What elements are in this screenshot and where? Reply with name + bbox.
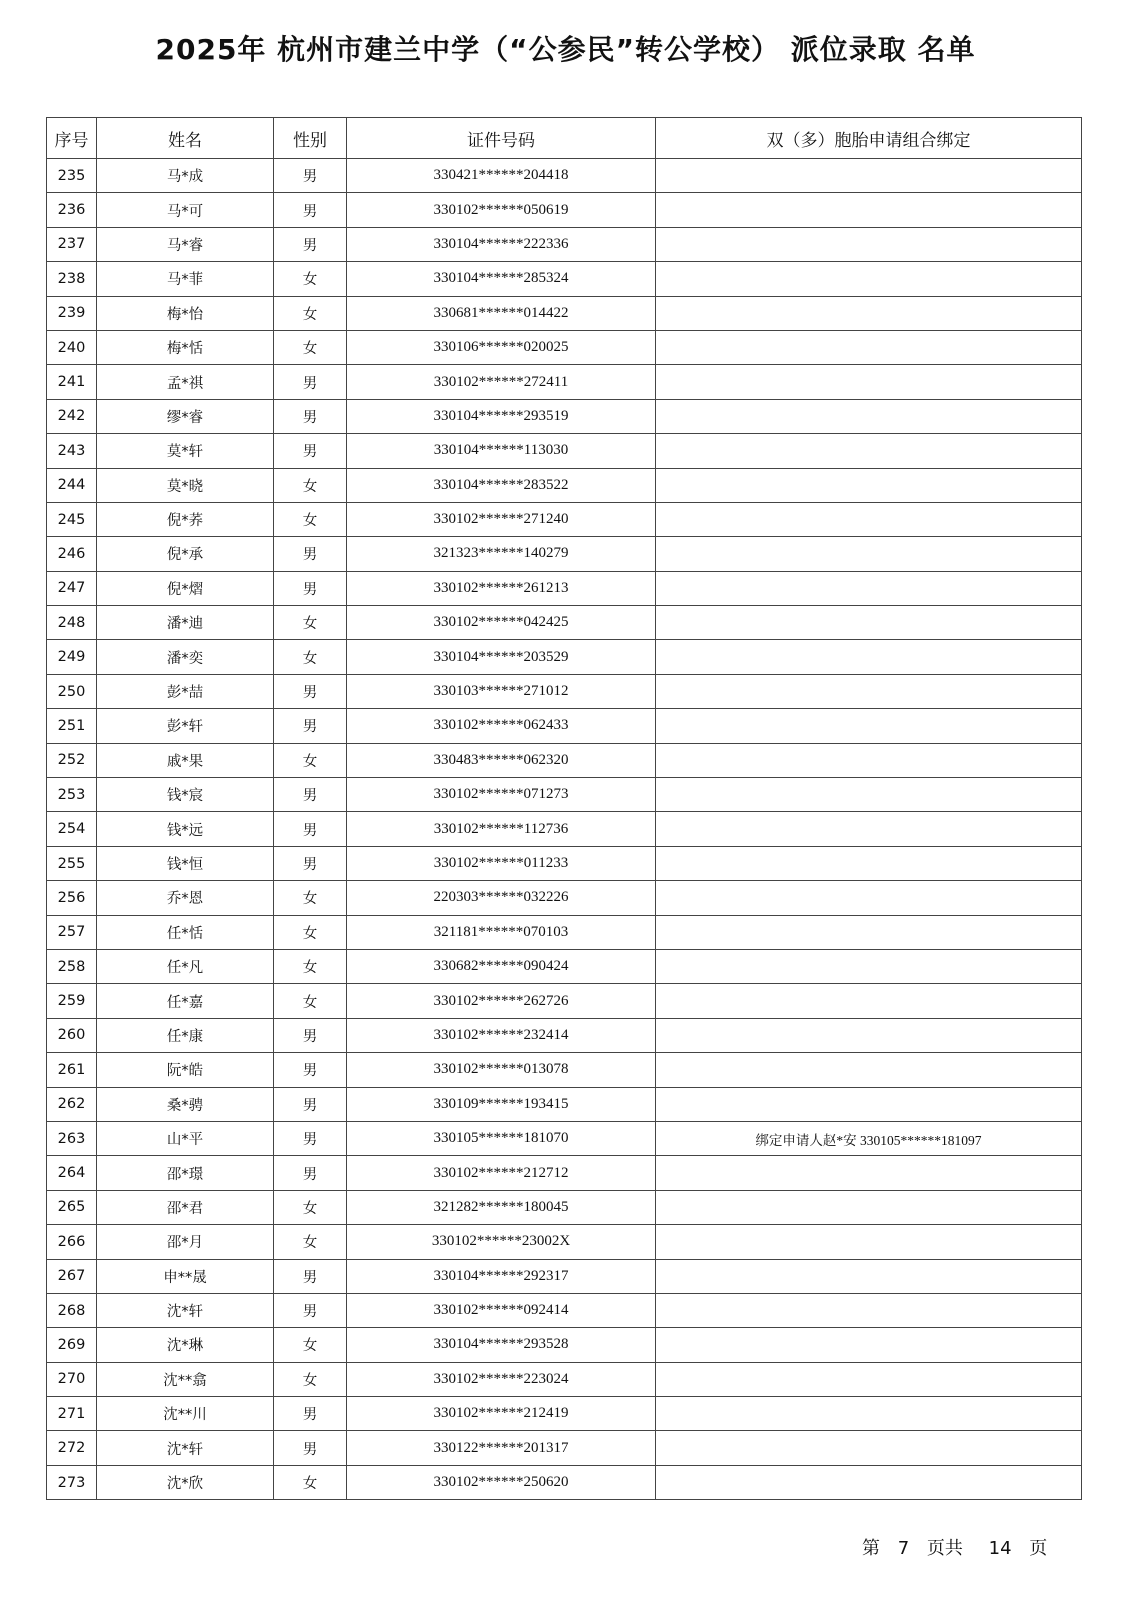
table-row xyxy=(47,1156,1082,1190)
row-name-cell: 马*睿 xyxy=(97,227,274,261)
row-name-cell: 梅*怡 xyxy=(97,296,274,330)
row-id-cell: 321282******180045 xyxy=(347,1190,656,1224)
table-row xyxy=(47,1087,1082,1121)
row-id-cell: 330102******092414 xyxy=(347,1293,656,1327)
row-id-cell: 330106******020025 xyxy=(347,330,656,364)
row-id-cell: 330102******262726 xyxy=(347,984,656,1018)
footer-middle: 页共 xyxy=(926,1538,963,1559)
row-gender-cell: 男 xyxy=(274,1053,347,1087)
row-gender-cell: 男 xyxy=(274,193,347,227)
row-gender-cell: 男 xyxy=(274,1156,347,1190)
row-name-cell: 沈*轩 xyxy=(97,1431,274,1465)
row-id-cell: 330104******222336 xyxy=(347,227,656,261)
table-row xyxy=(47,1362,1082,1396)
table-row xyxy=(47,709,1082,743)
row-name-cell: 沈*轩 xyxy=(97,1293,274,1327)
row-name-cell: 乔*恩 xyxy=(97,881,274,915)
row-binding-cell xyxy=(656,778,1082,812)
row-name-cell: 缪*睿 xyxy=(97,399,274,433)
row-binding-cell xyxy=(656,984,1082,1018)
row-name-cell: 邵*君 xyxy=(97,1190,274,1224)
row-name-cell: 桑*骋 xyxy=(97,1087,274,1121)
row-name-cell: 彭*轩 xyxy=(97,709,274,743)
footer-prefix: 第 xyxy=(862,1538,880,1559)
row-gender-cell: 女 xyxy=(274,1225,347,1259)
row-id-cell: 330102******071273 xyxy=(347,778,656,812)
table-row xyxy=(47,846,1082,880)
row-number-cell: 265 xyxy=(47,1190,97,1224)
row-id-cell: 330102******013078 xyxy=(347,1053,656,1087)
row-gender-cell: 男 xyxy=(274,1431,347,1465)
row-number-cell: 240 xyxy=(47,330,97,364)
row-binding-cell xyxy=(656,571,1082,605)
row-number-cell: 237 xyxy=(47,227,97,261)
row-name-cell: 邵*璟 xyxy=(97,1156,274,1190)
table-row xyxy=(47,502,1082,536)
row-id-cell: 321181******070103 xyxy=(347,915,656,949)
row-number-cell: 246 xyxy=(47,537,97,571)
row-id-cell: 330102******212712 xyxy=(347,1156,656,1190)
row-name-cell: 马*菲 xyxy=(97,262,274,296)
row-number-cell: 256 xyxy=(47,881,97,915)
row-number-cell: 270 xyxy=(47,1362,97,1396)
table-row xyxy=(47,1018,1082,1052)
row-id-cell: 330102******272411 xyxy=(347,365,656,399)
row-id-cell: 330109******193415 xyxy=(347,1087,656,1121)
row-id-cell: 330102******261213 xyxy=(347,571,656,605)
row-binding-cell xyxy=(656,434,1082,468)
row-binding-cell xyxy=(656,1397,1082,1431)
table-row xyxy=(47,571,1082,605)
row-gender-cell: 女 xyxy=(274,262,347,296)
row-binding-cell xyxy=(656,1328,1082,1362)
row-number-cell: 252 xyxy=(47,743,97,777)
row-number-cell: 263 xyxy=(47,1121,97,1155)
row-binding-cell: 绑定申请人赵*安 330105******181097 xyxy=(656,1121,1082,1155)
row-id-cell: 330103******271012 xyxy=(347,674,656,708)
row-name-cell: 钱*远 xyxy=(97,812,274,846)
table-row xyxy=(47,262,1082,296)
row-name-cell: 莫*轩 xyxy=(97,434,274,468)
row-name-cell: 彭*喆 xyxy=(97,674,274,708)
row-id-cell: 330104******113030 xyxy=(347,434,656,468)
column-header-id: 证件号码 xyxy=(347,118,656,159)
row-id-cell: 330105******181070 xyxy=(347,1121,656,1155)
row-id-cell: 330104******285324 xyxy=(347,262,656,296)
table-row xyxy=(47,296,1082,330)
row-name-cell: 倪*承 xyxy=(97,537,274,571)
row-number-cell: 260 xyxy=(47,1018,97,1052)
row-name-cell: 马*成 xyxy=(97,159,274,193)
row-name-cell: 申**晟 xyxy=(97,1259,274,1293)
table-row xyxy=(47,778,1082,812)
row-id-cell: 330682******090424 xyxy=(347,949,656,983)
table-row xyxy=(47,881,1082,915)
row-gender-cell: 女 xyxy=(274,330,347,364)
table-row xyxy=(47,606,1082,640)
row-id-cell: 330104******203529 xyxy=(347,640,656,674)
row-name-cell: 潘*迪 xyxy=(97,606,274,640)
row-name-cell: 邵*月 xyxy=(97,1225,274,1259)
table-row xyxy=(47,159,1082,193)
table-row xyxy=(47,1259,1082,1293)
table-row xyxy=(47,537,1082,571)
table-row xyxy=(47,984,1082,1018)
row-name-cell: 倪*荞 xyxy=(97,502,274,536)
row-gender-cell: 男 xyxy=(274,1121,347,1155)
row-number-cell: 244 xyxy=(47,468,97,502)
row-id-cell: 330104******283522 xyxy=(347,468,656,502)
row-number-cell: 255 xyxy=(47,846,97,880)
row-binding-cell xyxy=(656,468,1082,502)
row-gender-cell: 男 xyxy=(274,434,347,468)
row-name-cell: 任*恬 xyxy=(97,915,274,949)
row-gender-cell: 女 xyxy=(274,502,347,536)
row-gender-cell: 男 xyxy=(274,365,347,399)
row-binding-cell xyxy=(656,606,1082,640)
row-id-cell: 330104******293528 xyxy=(347,1328,656,1362)
row-number-cell: 245 xyxy=(47,502,97,536)
row-name-cell: 沈*欣 xyxy=(97,1465,274,1499)
row-number-cell: 248 xyxy=(47,606,97,640)
row-binding-cell xyxy=(656,1190,1082,1224)
row-binding-cell xyxy=(656,1293,1082,1327)
table-row xyxy=(47,1465,1082,1499)
row-name-cell: 任*凡 xyxy=(97,949,274,983)
row-binding-cell xyxy=(656,1431,1082,1465)
row-name-cell: 倪*熠 xyxy=(97,571,274,605)
row-gender-cell: 男 xyxy=(274,159,347,193)
row-gender-cell: 男 xyxy=(274,1397,347,1431)
row-gender-cell: 女 xyxy=(274,1362,347,1396)
table-row xyxy=(47,915,1082,949)
page-footer xyxy=(862,1534,1047,1560)
row-binding-cell xyxy=(656,640,1082,674)
row-number-cell: 239 xyxy=(47,296,97,330)
row-gender-cell: 男 xyxy=(274,778,347,812)
row-number-cell: 254 xyxy=(47,812,97,846)
row-binding-cell xyxy=(656,709,1082,743)
row-name-cell: 沈**川 xyxy=(97,1397,274,1431)
row-gender-cell: 男 xyxy=(274,1259,347,1293)
row-binding-cell xyxy=(656,502,1082,536)
row-number-cell: 268 xyxy=(47,1293,97,1327)
row-binding-cell xyxy=(656,330,1082,364)
row-gender-cell: 男 xyxy=(274,571,347,605)
row-name-cell: 阮*皓 xyxy=(97,1053,274,1087)
row-id-cell: 330102******223024 xyxy=(347,1362,656,1396)
row-binding-cell xyxy=(656,365,1082,399)
table-row xyxy=(47,1397,1082,1431)
row-binding-cell xyxy=(656,1362,1082,1396)
row-gender-cell: 女 xyxy=(274,915,347,949)
table-row xyxy=(47,1190,1082,1224)
row-binding-cell xyxy=(656,949,1082,983)
table-row xyxy=(47,330,1082,364)
row-gender-cell: 男 xyxy=(274,1293,347,1327)
table-row xyxy=(47,1053,1082,1087)
row-name-cell: 任*嘉 xyxy=(97,984,274,1018)
row-id-cell: 220303******032226 xyxy=(347,881,656,915)
row-binding-cell xyxy=(656,1465,1082,1499)
row-number-cell: 253 xyxy=(47,778,97,812)
row-id-cell: 330102******042425 xyxy=(347,606,656,640)
row-number-cell: 241 xyxy=(47,365,97,399)
row-number-cell: 266 xyxy=(47,1225,97,1259)
row-binding-cell xyxy=(656,1053,1082,1087)
row-gender-cell: 男 xyxy=(274,1087,347,1121)
table-row xyxy=(47,640,1082,674)
row-number-cell: 264 xyxy=(47,1156,97,1190)
row-id-cell: 330104******292317 xyxy=(347,1259,656,1293)
table-row xyxy=(47,1293,1082,1327)
row-binding-cell xyxy=(656,227,1082,261)
table-row xyxy=(47,399,1082,433)
row-id-cell: 330102******062433 xyxy=(347,709,656,743)
row-number-cell: 269 xyxy=(47,1328,97,1362)
row-gender-cell: 男 xyxy=(274,537,347,571)
row-number-cell: 267 xyxy=(47,1259,97,1293)
row-binding-cell xyxy=(656,674,1082,708)
row-binding-cell xyxy=(656,193,1082,227)
row-name-cell: 沈**翕 xyxy=(97,1362,274,1396)
table-row xyxy=(47,365,1082,399)
row-gender-cell: 女 xyxy=(274,743,347,777)
row-name-cell: 沈*琳 xyxy=(97,1328,274,1362)
row-name-cell: 潘*奕 xyxy=(97,640,274,674)
table-row xyxy=(47,434,1082,468)
row-name-cell: 戚*果 xyxy=(97,743,274,777)
row-number-cell: 236 xyxy=(47,193,97,227)
table-row xyxy=(47,1121,1082,1155)
row-id-cell: 330102******212419 xyxy=(347,1397,656,1431)
row-number-cell: 251 xyxy=(47,709,97,743)
table-header-row xyxy=(47,118,1082,159)
row-id-cell: 330102******23002X xyxy=(347,1225,656,1259)
row-gender-cell: 女 xyxy=(274,1190,347,1224)
row-id-cell: 330102******050619 xyxy=(347,193,656,227)
row-number-cell: 249 xyxy=(47,640,97,674)
table-body xyxy=(47,159,1082,1500)
row-id-cell: 330102******112736 xyxy=(347,812,656,846)
row-number-cell: 243 xyxy=(47,434,97,468)
row-id-cell: 330102******250620 xyxy=(347,1465,656,1499)
row-binding-cell xyxy=(656,812,1082,846)
row-number-cell: 238 xyxy=(47,262,97,296)
row-gender-cell: 男 xyxy=(274,399,347,433)
admission-table xyxy=(46,117,1082,1500)
row-gender-cell: 女 xyxy=(274,881,347,915)
row-binding-cell xyxy=(656,1018,1082,1052)
row-gender-cell: 女 xyxy=(274,468,347,502)
page-title: 2025年 杭州市建兰中学（“公参民”转公学校） 派位录取 名单 xyxy=(155,33,976,66)
row-name-cell: 马*可 xyxy=(97,193,274,227)
row-name-cell: 梅*恬 xyxy=(97,330,274,364)
row-gender-cell: 女 xyxy=(274,1328,347,1362)
table-row xyxy=(47,1328,1082,1362)
row-binding-cell xyxy=(656,1087,1082,1121)
column-header-gender: 性别 xyxy=(274,118,347,159)
table-row xyxy=(47,949,1082,983)
table-row xyxy=(47,1225,1082,1259)
row-binding-cell xyxy=(656,743,1082,777)
row-name-cell: 任*康 xyxy=(97,1018,274,1052)
row-binding-cell xyxy=(656,846,1082,880)
row-id-cell: 321323******140279 xyxy=(347,537,656,571)
footer-suffix: 页 xyxy=(1029,1538,1048,1559)
row-binding-cell xyxy=(656,262,1082,296)
footer-page-number: 7 xyxy=(897,1538,910,1559)
table-row xyxy=(47,193,1082,227)
row-number-cell: 271 xyxy=(47,1397,97,1431)
row-name-cell: 山*平 xyxy=(97,1121,274,1155)
row-id-cell: 330122******201317 xyxy=(347,1431,656,1465)
row-binding-cell xyxy=(656,1259,1082,1293)
table-row xyxy=(47,468,1082,502)
row-id-cell: 330104******293519 xyxy=(347,399,656,433)
row-binding-cell xyxy=(656,881,1082,915)
table-row xyxy=(47,1431,1082,1465)
row-id-cell: 330421******204418 xyxy=(347,159,656,193)
row-id-cell: 330681******014422 xyxy=(347,296,656,330)
column-header-name: 姓名 xyxy=(97,118,274,159)
row-number-cell: 272 xyxy=(47,1431,97,1465)
row-gender-cell: 男 xyxy=(274,227,347,261)
table-row xyxy=(47,674,1082,708)
row-number-cell: 262 xyxy=(47,1087,97,1121)
row-gender-cell: 男 xyxy=(274,709,347,743)
row-gender-cell: 女 xyxy=(274,296,347,330)
row-name-cell: 钱*宸 xyxy=(97,778,274,812)
row-name-cell: 莫*晓 xyxy=(97,468,274,502)
row-number-cell: 235 xyxy=(47,159,97,193)
column-header-no: 序号 xyxy=(47,118,97,159)
row-number-cell: 247 xyxy=(47,571,97,605)
row-binding-cell xyxy=(656,537,1082,571)
table-row xyxy=(47,812,1082,846)
row-number-cell: 259 xyxy=(47,984,97,1018)
row-gender-cell: 女 xyxy=(274,1465,347,1499)
row-gender-cell: 女 xyxy=(274,606,347,640)
row-id-cell: 330102******011233 xyxy=(347,846,656,880)
row-gender-cell: 男 xyxy=(274,846,347,880)
row-name-cell: 钱*恒 xyxy=(97,846,274,880)
row-number-cell: 242 xyxy=(47,399,97,433)
row-binding-cell xyxy=(656,296,1082,330)
table-row xyxy=(47,743,1082,777)
row-id-cell: 330102******271240 xyxy=(347,502,656,536)
column-header-binding: 双（多）胞胎申请组合绑定 xyxy=(656,118,1082,159)
row-gender-cell: 女 xyxy=(274,984,347,1018)
row-id-cell: 330483******062320 xyxy=(347,743,656,777)
row-binding-cell xyxy=(656,1156,1082,1190)
row-number-cell: 273 xyxy=(47,1465,97,1499)
row-number-cell: 250 xyxy=(47,674,97,708)
row-number-cell: 261 xyxy=(47,1053,97,1087)
row-binding-cell xyxy=(656,399,1082,433)
row-gender-cell: 男 xyxy=(274,1018,347,1052)
row-name-cell: 孟*祺 xyxy=(97,365,274,399)
row-binding-cell xyxy=(656,915,1082,949)
row-number-cell: 257 xyxy=(47,915,97,949)
row-gender-cell: 女 xyxy=(274,640,347,674)
footer-total-pages: 14 xyxy=(988,1538,1012,1559)
row-id-cell: 330102******232414 xyxy=(347,1018,656,1052)
row-number-cell: 258 xyxy=(47,949,97,983)
row-gender-cell: 女 xyxy=(274,949,347,983)
table-row xyxy=(47,227,1082,261)
row-binding-cell xyxy=(656,159,1082,193)
row-gender-cell: 男 xyxy=(274,812,347,846)
row-gender-cell: 男 xyxy=(274,674,347,708)
row-binding-cell xyxy=(656,1225,1082,1259)
